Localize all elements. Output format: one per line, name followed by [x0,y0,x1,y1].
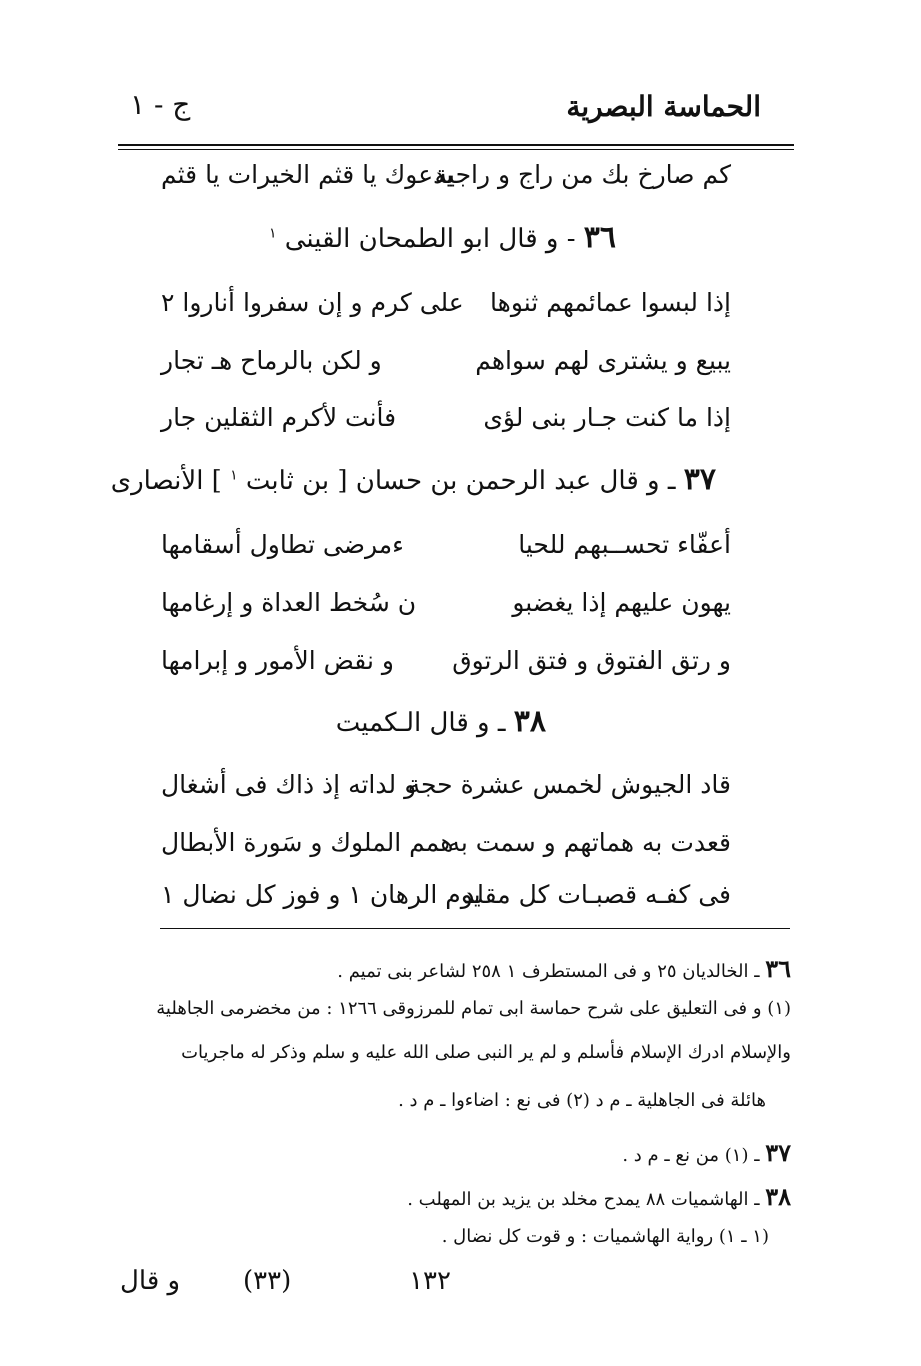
footnote-marker: ١ [230,467,238,484]
footnote [407,1182,791,1211]
hemistich-first: إذا لبسوا عمائمهم ثنوها [490,288,731,317]
verse-line [161,530,731,574]
poem-heading-36 [269,220,616,255]
verse-line [161,288,731,332]
hemistich-second: ءمرضى تطاول أسقامها [161,530,404,559]
footnote-text: ـ الهاشميات ٨٨ يمدح مخلد بن يزيد بن المهلب . [407,1189,766,1210]
footnote [181,1042,791,1063]
footnote [398,1090,766,1111]
running-title: الحماسة البصرية [566,90,761,123]
footnote-marker: ١ [268,225,277,242]
verse-line [161,646,731,690]
verse-line [161,828,731,872]
poem-attribution: ـ و قال الـكميت [335,708,514,738]
hemistich-first: و رتق الفتوق و فتق الرتوق [452,646,731,675]
footnote-number: ٣٦ [765,954,791,983]
footnote-text: ـ (١) من نع ـ م د . [622,1145,766,1166]
catchword: و قال [120,1266,181,1296]
page-number: ١٣٢ [409,1266,451,1296]
verse-line [161,880,731,924]
footnote-number: ٣٧ [765,1138,791,1167]
footnote [156,998,791,1019]
poem-number: ٣٦ [583,220,616,255]
hemistich-first: كم صارخ بك من راج و راجية [434,160,731,189]
hemistich-first: قاد الجيوش لخمس عشرة حجة [407,770,731,799]
footnote-text: والإسلام ادرك الإسلام فأسلم و لم ير النبى صلى الله عليه و سلم وذكر له ماجريات [181,1042,791,1063]
hemistich-second: فأنت لأكرم الثقلين جار [161,403,397,432]
poem-attribution: ـ و قال عبد الرحمن بن حسان [ بن ثابت [237,466,684,496]
poem-number: ٣٨ [513,704,546,739]
footnote [337,954,791,983]
hemistich-second: همم الملوك و سَورة الأبطال [161,828,454,857]
hemistich-second: يدعوك يا قثم الخيرات يا قثم [161,160,454,189]
hemistich-second: على كرم و إن سفروا أناروا ٢ [161,288,464,317]
hemistich-second: و نقض الأمور و إبرامها [161,646,394,675]
poem-heading-37 [111,462,716,497]
poem-attribution: - و قال ابو الطمحان القينى [276,224,584,254]
hemistich-first: أعفّاء تحســبهم للحيا [518,530,731,559]
volume-indicator: ج - ١ [130,88,191,121]
header-rule [118,144,794,146]
poem-heading-38 [336,704,546,739]
footnote-text: (١) و فى التعليق على شرح حماسة ابى تمام للمرزوقى ١٢٦٦ : من مخضرمى الجاهلية [156,998,791,1019]
signature-mark: (٣٣) [243,1266,292,1296]
footnote-number: ٣٨ [765,1182,791,1211]
hemistich-second: و لكن بالرماح هـ تجار [161,346,382,375]
footnote [442,1226,769,1247]
verse-line [161,346,731,390]
verse-line [161,770,731,814]
footnote-text: هائلة فى الجاهلية ـ م د (٢) فى نع : اضاءوا ـ م د . [398,1090,766,1111]
hemistich-first: فى كفـه قصبـات كل مقلد [463,880,731,909]
hemistich-second: يوم الرهان ١ و فوز كل نضال ١ [161,880,481,909]
hemistich-first: يبيع و يشترى لهم سواهم [475,346,731,375]
hemistich-first: إذا ما كنت جـار بنى لؤى [483,403,731,432]
hemistich-second: ن سُخط العداة و إرغامها [161,588,417,617]
footnote [622,1138,791,1167]
footnote-text: (١ ـ ١) رواية الهاشميات : و قوت كل نضال . [441,1226,769,1247]
poem-number: ٣٧ [683,462,716,497]
header-rule-thin [118,149,794,150]
hemistich-first: قعدت به هماتهم و سمت به [447,828,731,857]
verse-line [161,403,731,447]
hemistich-second: و لداته إذ ذاك فى أشغال [161,770,417,799]
verse-line [161,160,731,204]
footnote-rule [160,928,790,929]
hemistich-first: يهون عليهم إذا يغضبو [512,588,731,617]
poem-attribution-tail: ] الأنصارى [110,466,231,496]
verse-line [161,588,731,632]
footnote-text: ـ الخالديان ٢٥ و فى المستطرف ١ ٢٥٨ لشاعر بنى تميم . [337,961,766,982]
